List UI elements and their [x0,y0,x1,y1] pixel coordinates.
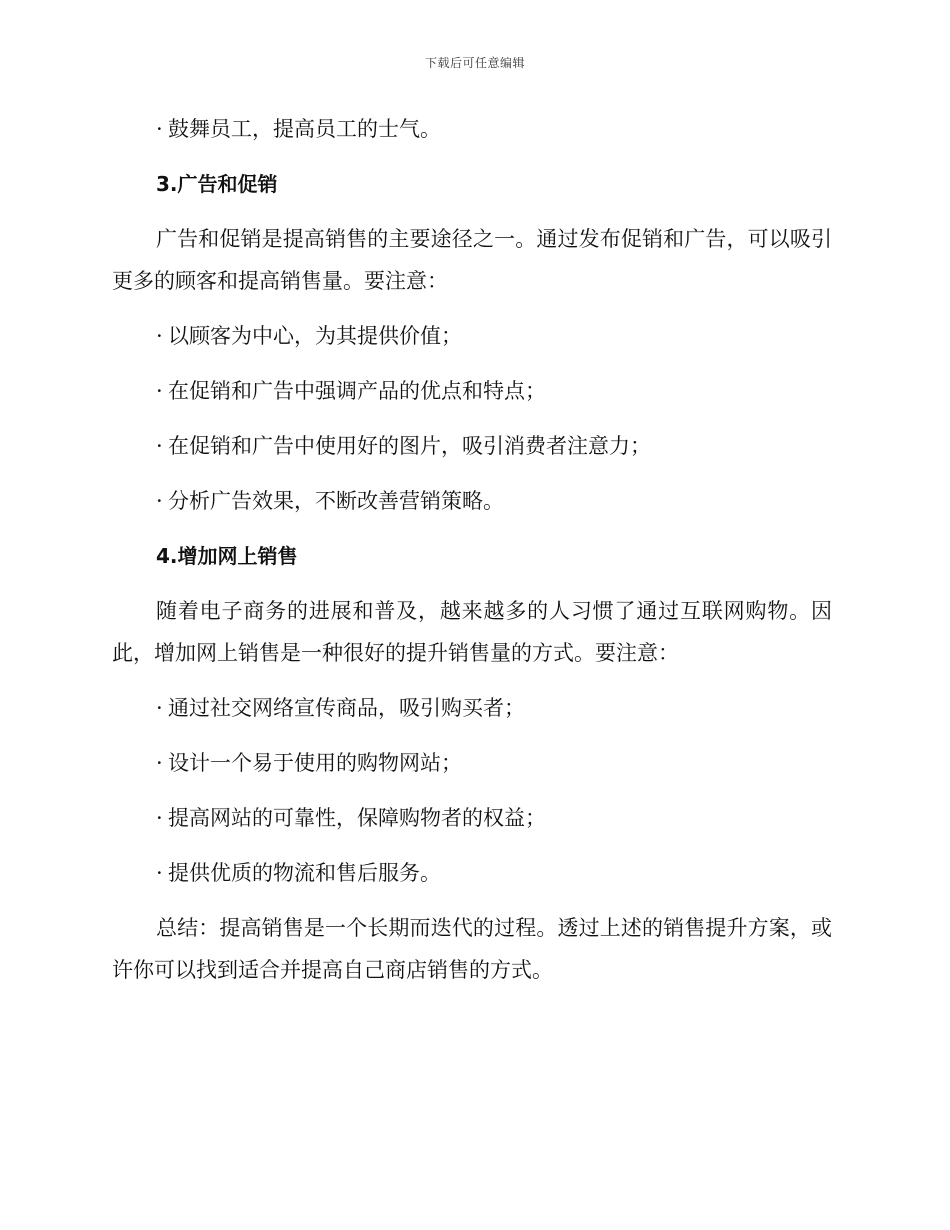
section-heading: 3.广告和促销 [156,172,278,196]
list-item-text: 提供优质的物流和售后服务。 [168,861,441,885]
list-item-text: 在促销和广告中强调产品的优点和特点； [168,379,546,403]
bullet-dot: · [156,434,163,458]
bullet-dot: · [156,489,163,513]
bullet-dot: · [156,324,163,348]
list-item [112,108,832,150]
list-item-text: 以顾客为中心，为其提供价值； [168,324,462,348]
list-item [112,742,832,784]
paragraph: 随着电子商务的进展和普及，越来越多的人习惯了通过互联网购物。因此，增加网上销售是一种很好的提升销售量的方式。要注意： [112,599,832,665]
list-item [112,480,832,522]
bullet-dot: · [156,117,163,141]
list-item [112,370,832,412]
bullet-dot: · [156,696,163,720]
bullet-dot: · [156,806,163,830]
list-item-text: 提高网站的可靠性，保障购物者的权益； [168,806,546,830]
list-item-text: 分析广告效果，不断改善营销策略。 [168,489,504,513]
list-item-text: 在促销和广告中使用好的图片，吸引消费者注意力； [168,434,651,458]
list-item [112,852,832,894]
header-note: 下载后可任意编辑 [424,56,525,70]
list-item-text: 鼓舞员工，提高员工的士气。 [168,117,441,141]
list-item [112,687,832,729]
bullet-dot: · [156,861,163,885]
list-item [112,425,832,467]
bullet-dot: · [156,751,163,775]
bullet-dot: · [156,379,163,403]
document-body [112,108,832,1004]
section-heading: 4.增加网上销售 [156,544,298,568]
list-item-text: 设计一个易于使用的购物网站； [168,751,462,775]
list-item [112,315,832,357]
list-item-text: 通过社交网络宣传商品，吸引购买者； [168,696,525,720]
list-item [112,797,832,839]
paragraph: 广告和促销是提高销售的主要途径之一。通过发布促销和广告，可以吸引更多的顾客和提高销售量。要注意： [112,227,832,293]
summary-paragraph: 总结：提高销售是一个长期而迭代的过程。透过上述的销售提升方案，或许你可以找到适合并提高自己商店销售的方式。 [112,916,832,982]
